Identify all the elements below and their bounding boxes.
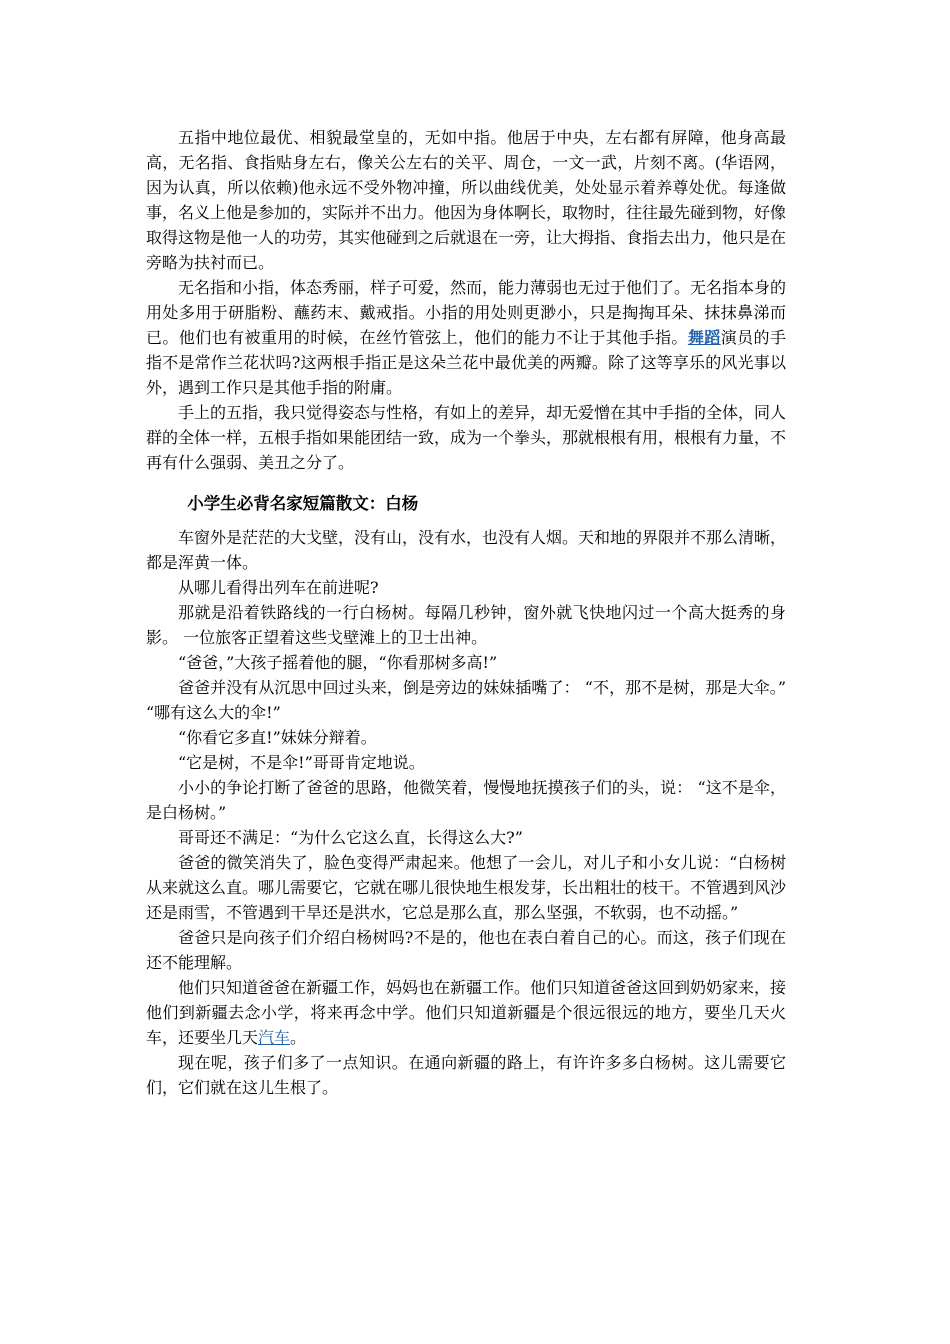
paragraph <box>146 975 786 1050</box>
paragraph: 车窗外是茫茫的大戈壁，没有山，没有水，也没有人烟。天和地的界限并不那么清晰，都是浑黄一体。 <box>146 528 787 572</box>
essay-white-poplar-section <box>146 525 786 1100</box>
essay-title: 小学生必背名家短篇散文：白杨 <box>187 494 419 513</box>
paragraph-text: 演员的手指不是常作兰花状吗?这两根手指正是这朵兰花中最优美的两瓣。除了这等享乐的风光事以外，遇到工作只是其他手指的附庸。 <box>146 328 786 397</box>
paragraph: 哥哥还不满足：“为什么它这么直，长得这么大?” <box>178 828 523 847</box>
paragraph-text: 无名指和小指，体态秀丽，样子可爱，然而，能力薄弱也无过于他们了。无名指本身的用处多用于研脂粉、蘸药末、戴戒指。小指的用处则更渺小，只是掏掏耳朵、抹抹鼻涕而已。他们也有被重用的时候，在丝竹管弦上，他们的能力不让于其他手指。 <box>146 278 787 347</box>
paragraph-ring-little-finger <box>146 275 786 400</box>
paragraph-five-fingers: 手上的五指，我只觉得姿态与性格，有如上的差异，却无爱憎在其中手指的全体，同人群的全体一样，五根手指如果能团结一致，成为一个拳头，那就根根有用，根根有力量，不再有什么强弱、美丑之分了。 <box>146 403 787 472</box>
paragraph: 小小的争论打断了爸爸的思路，他微笑着，慢慢地抚摸孩子们的头，说： “这不是伞，是白杨树。” <box>146 778 786 822</box>
paragraph: 爸爸并没有从沉思中回过头来，倒是旁边的妹妹插嘴了： “不，那不是树，那是大伞。” “哪有这么大的伞!” <box>146 678 786 722</box>
document-page <box>146 125 786 1100</box>
essay-fingers-section <box>146 125 786 475</box>
paragraph-text: 。 <box>290 1028 307 1047</box>
paragraph: “它是树，不是伞!”哥哥肯定地说。 <box>178 753 425 772</box>
paragraph-text: 他们只知道爸爸在新疆工作，妈妈也在新疆工作。他们只知道爸爸这回到奶奶家来，接他们到新疆去念小学，将来再念中学。他们只知道新疆是个很远很远的地方，要坐几天火车，还要坐几天 <box>146 978 787 1047</box>
paragraph-middle-finger: 五指中地位最优、相貌最堂皇的，无如中指。他居于中央，左右都有屏障，他身高最高，无名指、食指贴身左右，像关公左右的关平、周仓，一文一武，片刻不离。(华语网，因为认真，所以依赖)他永远不受外物冲撞，所以曲线优美，处处显示着养尊处优。每逢做事，名义上他是参加的，实际并不出力。他因为身体啊长，取物时，往往最先碰到物，好像取得这物是他一人的功劳，其实他碰到之后就退在一旁，让大拇指、食指去出力，他只是在旁略为扶衬而已。 <box>146 128 787 272</box>
paragraph: 那就是沿着铁路线的一行白杨树。每隔几秒钟，窗外就飞快地闪过一个高大挺秀的身影。 一位旅客正望着这些戈壁滩上的卫士出神。 <box>146 603 786 647</box>
paragraph: 从哪儿看得出列车在前进呢? <box>178 578 379 597</box>
paragraph: 现在呢，孩子们多了一点知识。在通向新疆的路上，有许许多多白杨树。这儿需要它们，它们就在这儿生根了。 <box>146 1053 786 1097</box>
dance-link[interactable]: 舞蹈 <box>687 328 721 347</box>
paragraph: “你看它多直!”妹妹分辩着。 <box>178 728 377 747</box>
paragraph: 爸爸只是向孩子们介绍白杨树吗?不是的，他也在表白着自己的心。而这，孩子们现在还不能理解。 <box>146 928 786 972</box>
car-link[interactable]: 汽车 <box>258 1028 291 1047</box>
paragraph: 爸爸的微笑消失了，脸色变得严肃起来。他想了一会儿，对儿子和小女儿说：“白杨树从来就这么直。哪儿需要它，它就在哪儿很快地生根发芽，长出粗壮的枝干。不管遇到风沙还是雨雪，不管遇到干旱还是洪水，它总是那么直，那么坚强，不软弱，也不动摇。” <box>146 853 787 922</box>
paragraph: “爸爸，”大孩子摇着他的腿，“你看那树多高!” <box>178 653 498 672</box>
